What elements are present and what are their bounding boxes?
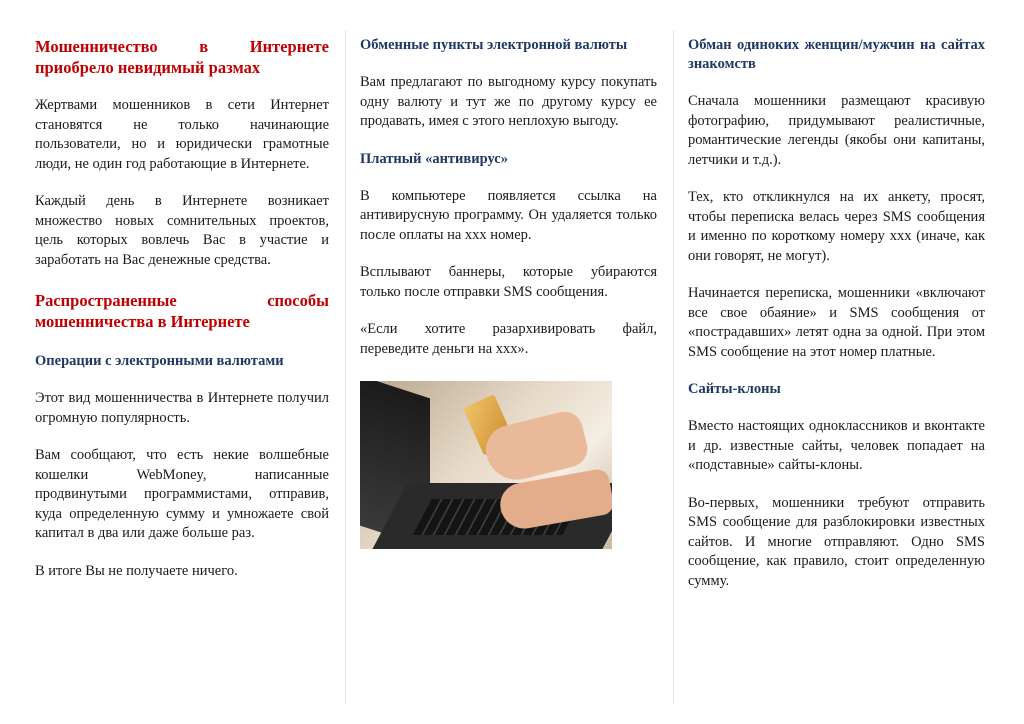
paragraph: Вместо настоящих одноклассников и вконтакте и др. известные сайты, человек попадает на «подставные» сайты-клоны. (688, 418, 985, 473)
subheading-dating-fraud: Обман одиноких женщин/мужчин на сайтах знакомств (688, 37, 985, 72)
paragraph: В компьютере появляется ссылка на антивирусную программу. Он удаляется только после оплаты на ххх номер. (360, 187, 657, 243)
paragraph: Всплывают баннеры, которые убираются только после отправки SMS сообщения. (360, 264, 657, 300)
paragraph: Начинается переписка, мошенники «включают все свое обаяние» и SMS сообщения от «пострадавших» летят одна за одной. При этом SMS сообщение на этот номер платные. (688, 285, 985, 360)
laptop-credit-card-photo (360, 381, 612, 549)
paragraph: «Если хотите разархивировать файл, переведите деньги на ххх». (360, 321, 657, 357)
subheading-currency-operations: Операции с электронными валютами (35, 353, 284, 369)
paragraph: В итоге Вы не получаете ничего. (35, 562, 238, 579)
subheading-exchange-points: Обменные пункты электронной валюты (360, 37, 628, 53)
column-divider (673, 30, 674, 704)
paragraph: Сначала мошенники размещают красивую фотографию, придумывают реалистичные, романтические легенды (якобы они капитаны, летчики и т.д.). (688, 93, 985, 168)
paragraph: Каждый день в Интернете возникает множество новых сомнительных проектов, цель которых вовлечь Вас в участие и заработать на Вас денежные средства. (35, 193, 329, 268)
paragraph: Этот вид мошенничества в Интернете получил огромную популярность. (35, 390, 329, 426)
paragraph: Жертвами мошенников в сети Интернет становятся не только начинающие пользователи, но и юридически грамотные люди, не один год работающие в Интернете. (35, 97, 329, 172)
paragraph: Вам сообщают, что есть некие волшебные кошелки WebMoney, написанные продвинутыми программистами, отправив, куда определенную сумму и умножаете свой капитал в два или даже больше раз. (35, 447, 329, 541)
column-2 (360, 36, 657, 549)
column-divider (345, 30, 346, 704)
main-title: Мошенничество в Интернете приобрело невидимый размах (35, 37, 329, 77)
subheading-clone-sites: Сайты-клоны (688, 381, 781, 397)
column-3 (688, 36, 985, 591)
subheading-paid-antivirus: Платный «антивирус» (360, 150, 508, 167)
paragraph: Тех, кто откликнулся на их анкету, просят, чтобы переписка велась через SMS сообщения и именно по короткому номеру ххх (иначе, как они говорят, не могут). (688, 189, 985, 264)
section-title: Распространенные способы мошенничества в Интернете (35, 291, 329, 331)
paragraph: Вам предлагают по выгодному курсу покупать одну валюту и тут же по другому курсу ее продавать, имея с этого неплохую выгоду. (360, 74, 657, 129)
column-1 (35, 36, 329, 581)
paragraph: Во-первых, мошенники требуют отправить SMS сообщение для разблокировки известных сайтов. И многие отправляют. Одно SMS сообщение, как правило, стоит определенную сумму. (688, 494, 985, 589)
